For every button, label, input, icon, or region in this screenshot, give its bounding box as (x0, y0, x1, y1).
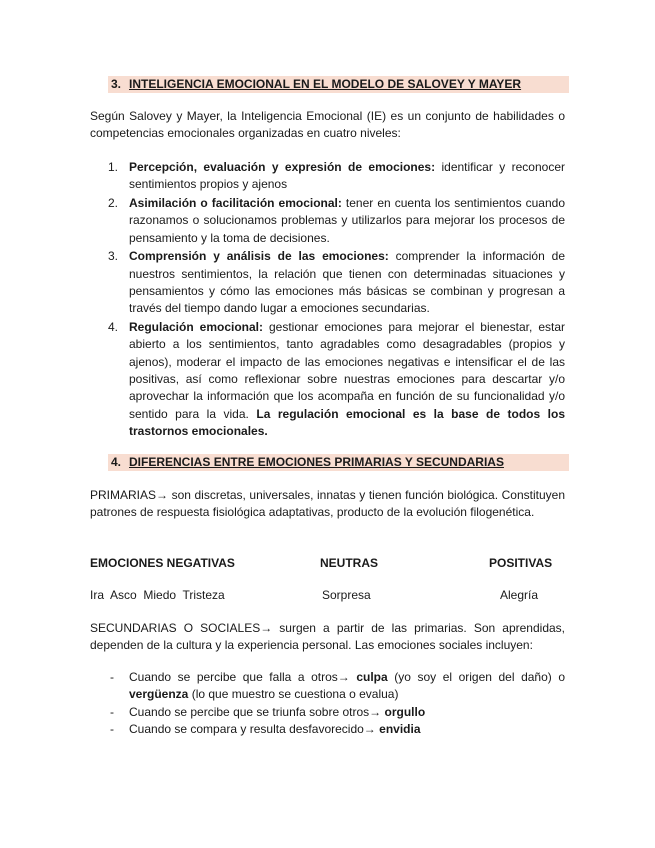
item-term: Comprensión y análisis de las emociones: (129, 249, 389, 264)
emotion-term: envidia (379, 721, 421, 736)
item-number: 2. (108, 196, 119, 211)
list-item (108, 319, 565, 440)
bullet-text: Cuando se compara y resulta desfavorecido→ (129, 721, 380, 736)
cell-neutras: Sorpresa (322, 588, 371, 602)
section-number: 4. (111, 455, 122, 469)
dash-marker: - (110, 670, 114, 684)
social-emotions-list (108, 669, 565, 738)
item-text: tener en cuenta los sentimientos cuando razonamos o solucionamos problemas y utilizarlos para mejorar los procesos de pensamiento y la toma de decisiones. (129, 196, 565, 245)
item-number: 4. (108, 320, 119, 335)
list-item (108, 248, 565, 317)
col-header-positivas: POSITIVAS (489, 556, 553, 570)
col-header-negativas: EMOCIONES NEGATIVAS (90, 556, 235, 570)
col-header-neutras: NEUTRAS (320, 556, 379, 570)
list-item (108, 704, 565, 721)
levels-list (108, 159, 565, 442)
dash-marker: - (110, 704, 114, 719)
bullet-text: (lo que muestro se cuestiona o evalua) (188, 687, 399, 702)
list-item (108, 669, 565, 704)
bullet-text: Cuando se percibe que se triunfa sobre otros→ (129, 704, 385, 719)
primarias-paragraph: PRIMARIAS→ son discretas, universales, innatas y tienen función biológica. Constituyen patrones de respuesta fisiológica adaptativas, producto de la evolución filogenética. (90, 488, 565, 520)
item-term: Asimilación o facilitación emocional: (129, 196, 342, 211)
item-text: gestionar emociones para mejorar el bienestar, estar abierto a los sentimientos, tanto agradables como desagradables (propios y ajenos), moderar el impacto de las emociones negativas e intensificar el de las positivas, así como reflexionar sobre nuestras emociones para descartar y/o aprovechar la información que los acompaña en función de su funcionalidad y/o sentido para la vida. (129, 320, 565, 421)
cell-positivas: Alegría (500, 588, 539, 602)
section-4-heading (108, 454, 569, 471)
bullet-text: (yo soy el origen del daño) o (387, 670, 565, 684)
item-conclusion: La regulación emocional es la base de todos los trastornos emocionales. (129, 406, 565, 438)
item-text: comprender la información de nuestros sentimientos, la relación que tienen con determinadas situaciones y pensamientos y cómo las emociones más básicas se combinan y progresan a través del tiempo dando lugar a emociones secundarias. (129, 249, 565, 316)
item-text: identificar y reconocer sentimientos propios y ajenos (129, 160, 565, 192)
list-item (108, 159, 565, 194)
item-term: Percepción, evaluación y expresión de emociones: (129, 160, 436, 174)
secundarias-paragraph: SECUNDARIAS O SOCIALES→ surgen a partir de las primarias. Son aprendidas, dependen de la cultura y la experiencia personal. Las emociones sociales incluyen: (90, 621, 565, 653)
section-number: 3. (111, 77, 122, 91)
list-item (108, 721, 565, 738)
dash-marker: - (110, 721, 114, 736)
item-term: Regulación emocional: (129, 320, 263, 335)
item-number: 1. (108, 160, 119, 174)
intro-paragraph: Según Salovey y Mayer, la Inteligencia Emocional (IE) es un conjunto de habilidades o competencias emocionales organizadas en cuatro niveles: (90, 109, 565, 141)
emotion-term: vergüenza (129, 687, 189, 702)
emotion-term: culpa (356, 670, 388, 684)
bullet-text: Cuando se percibe que falla a otros→ (129, 670, 357, 684)
item-number: 3. (108, 249, 119, 264)
section-3-heading (108, 76, 569, 93)
list-item (108, 195, 565, 247)
cell-negativas: Ira Asco Miedo Tristeza (90, 588, 225, 602)
section-title: INTELIGENCIA EMOCIONAL EN EL MODELO DE SALOVEY Y MAYER (129, 77, 522, 91)
section-title: DIFERENCIAS ENTRE EMOCIONES PRIMARIAS Y SECUNDARIAS (129, 455, 504, 469)
emotion-term: orgullo (384, 704, 426, 719)
